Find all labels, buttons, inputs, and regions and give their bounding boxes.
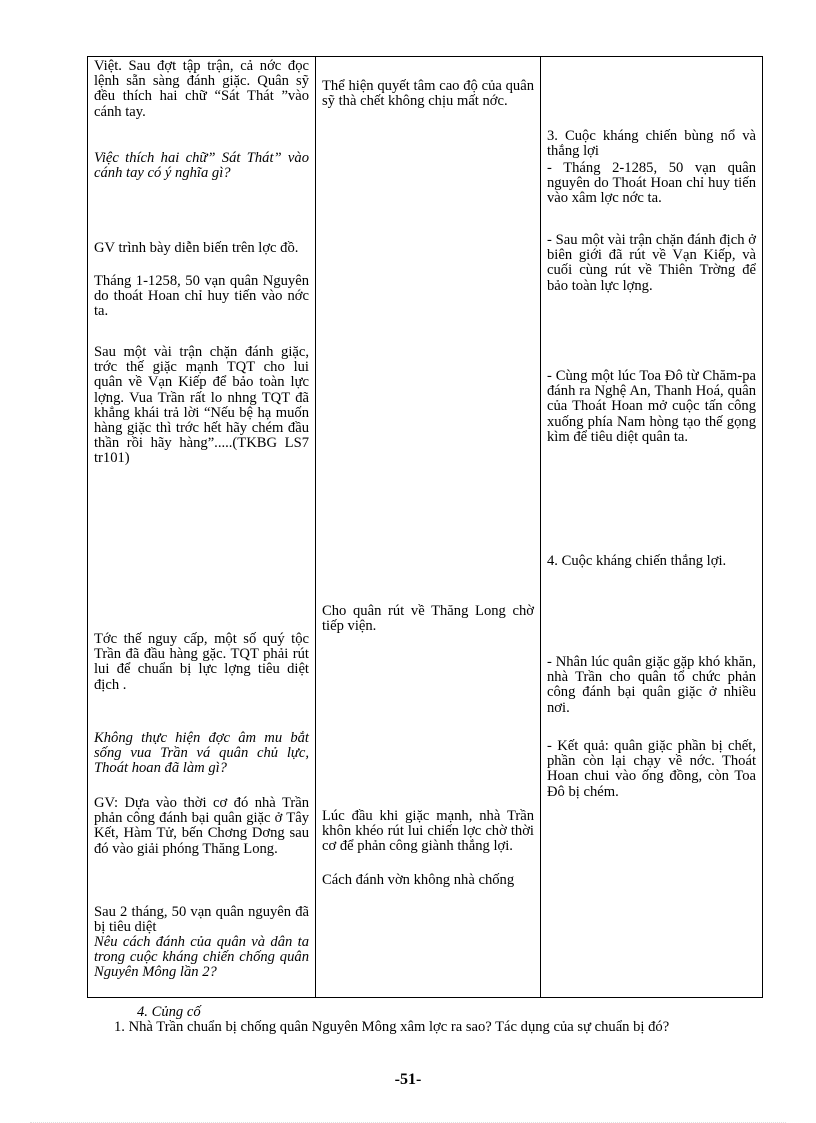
col1-paragraph-2: GV trình bày diễn biến trên lợc đồ. bbox=[94, 240, 299, 256]
col1-paragraph-6: GV: Dựa vào thời cơ đó nhà Trần phản công đánh bại quân giặc ở Tây Kết, Hàm Tử, bến Chơng Dơng sau đó vào giải phóng Thăng Long. bbox=[94, 795, 309, 857]
col1-paragraph-5: Tớc thế nguy cấp, một số quý tộc Trần đã đầu hàng gặc. TQT phải rút lui để chuẩn bị lực lợng tiêu diệt địch . bbox=[94, 631, 309, 693]
col3-paragraph-3: - Cùng một lúc Toa Đô từ Chăm-pa đánh ra Nghệ An, Thanh Hoá, quân của Thoát Hoan mở cuộc tấn công xuống phía Nam hòng tạo thế gọng kìm để tiêu diệt quân ta. bbox=[547, 368, 756, 445]
col1-paragraph-7: Sau 2 tháng, 50 vạn quân nguyên đã bị tiêu diệt bbox=[94, 904, 309, 936]
col1-paragraph-3: Tháng 1-1258, 50 vạn quân Nguyên do thoát Hoan chỉ huy tiến vào nớc ta. bbox=[94, 273, 309, 320]
teacher-activity-column bbox=[88, 57, 316, 998]
col2-paragraph-3: Lúc đầu khi giặc mạnh, nhà Trần khôn khéo rút lui chiến lợc chờ thời cơ để phản công giành thắng lợi. bbox=[322, 808, 534, 855]
table-row bbox=[88, 57, 763, 998]
col2-paragraph-2: Cho quân rút về Thăng Long chờ tiếp viện. bbox=[322, 603, 534, 635]
review-section bbox=[87, 1005, 753, 1036]
section-heading-4: 4. Cuộc kháng chiến thắng lợi. bbox=[547, 553, 727, 569]
col3-paragraph-5: - Kết quả: quân giặc phần bị chết, phần còn lại chạy về nớc. Thoát Hoan chui vào ống đồng, còn Toa Đô bị chém. bbox=[547, 738, 756, 800]
col1-paragraph-1: Việt. Sau đợt tập trận, cả nớc đọc lệnh sẵn sàng đánh giặc. Quân sỹ đều thích hai chữ “Sát Thát ”vào cánh tay. bbox=[94, 58, 309, 120]
col1-question-2: Không thực hiện đợc âm mu bắt sống vua Trần vá quân chủ lực, Thoát hoan đã làm gì? bbox=[94, 730, 309, 777]
col3-paragraph-1: - Tháng 2-1285, 50 vạn quân nguyên do Thoát Hoan chỉ huy tiến vào xâm lợc nớc ta. bbox=[547, 160, 756, 207]
section-heading-3: 3. Cuộc kháng chiến bùng nổ và thắng lợi bbox=[547, 128, 756, 160]
review-heading: 4. Củng cố bbox=[137, 1004, 201, 1020]
page-number: -51- bbox=[394, 1071, 422, 1088]
col1-paragraph-4: Sau một vài trận chặn đánh giặc, trớc thế giặc mạnh TQT cho lui quân về Vạn Kiếp để bảo toàn lực lợng. Vua Trần rất lo nhng TQT đã khẳng khái trả lời “Nếu bệ hạ muốn hàng giặc thì trớc hết hãy chém đầu thần rồi hãy hàng”.....(TKBG LS7 tr101) bbox=[94, 344, 309, 467]
student-activity-column bbox=[316, 57, 541, 998]
col2-paragraph-1: Thể hiện quyết tâm cao độ của quân sỹ thà chết không chịu mất nớc. bbox=[322, 78, 534, 110]
col1-question-1: Việc thích hai chữ” Sát Thát” vào cánh tay có ý nghĩa gì? bbox=[94, 150, 309, 182]
lesson-table bbox=[87, 56, 763, 998]
review-question: 1. Nhà Trần chuẩn bị chống quân Nguyên Mông xâm lợc ra sao? Tác dụng của sự chuẩn bị đó? bbox=[114, 1019, 670, 1036]
col2-paragraph-4: Cách đánh vờn không nhà chống bbox=[322, 872, 515, 888]
col3-paragraph-4: - Nhân lúc quân giặc gặp khó khăn, nhà Trần cho quân tổ chức phản công đánh bại quân giặc ở nhiều nơi. bbox=[547, 654, 756, 716]
col3-paragraph-2: - Sau một vài trận chặn đánh địch ở biên giới đã rút về Vạn Kiếp, và cuối cùng rút về Thiên Trờng để bảo toàn lực lợng. bbox=[547, 232, 756, 294]
col1-question-3: Nêu cách đánh của quân và dân ta trong cuộc kháng chiến chống quân Nguyên Mông lần 2? bbox=[94, 934, 309, 981]
content-column bbox=[541, 57, 763, 998]
